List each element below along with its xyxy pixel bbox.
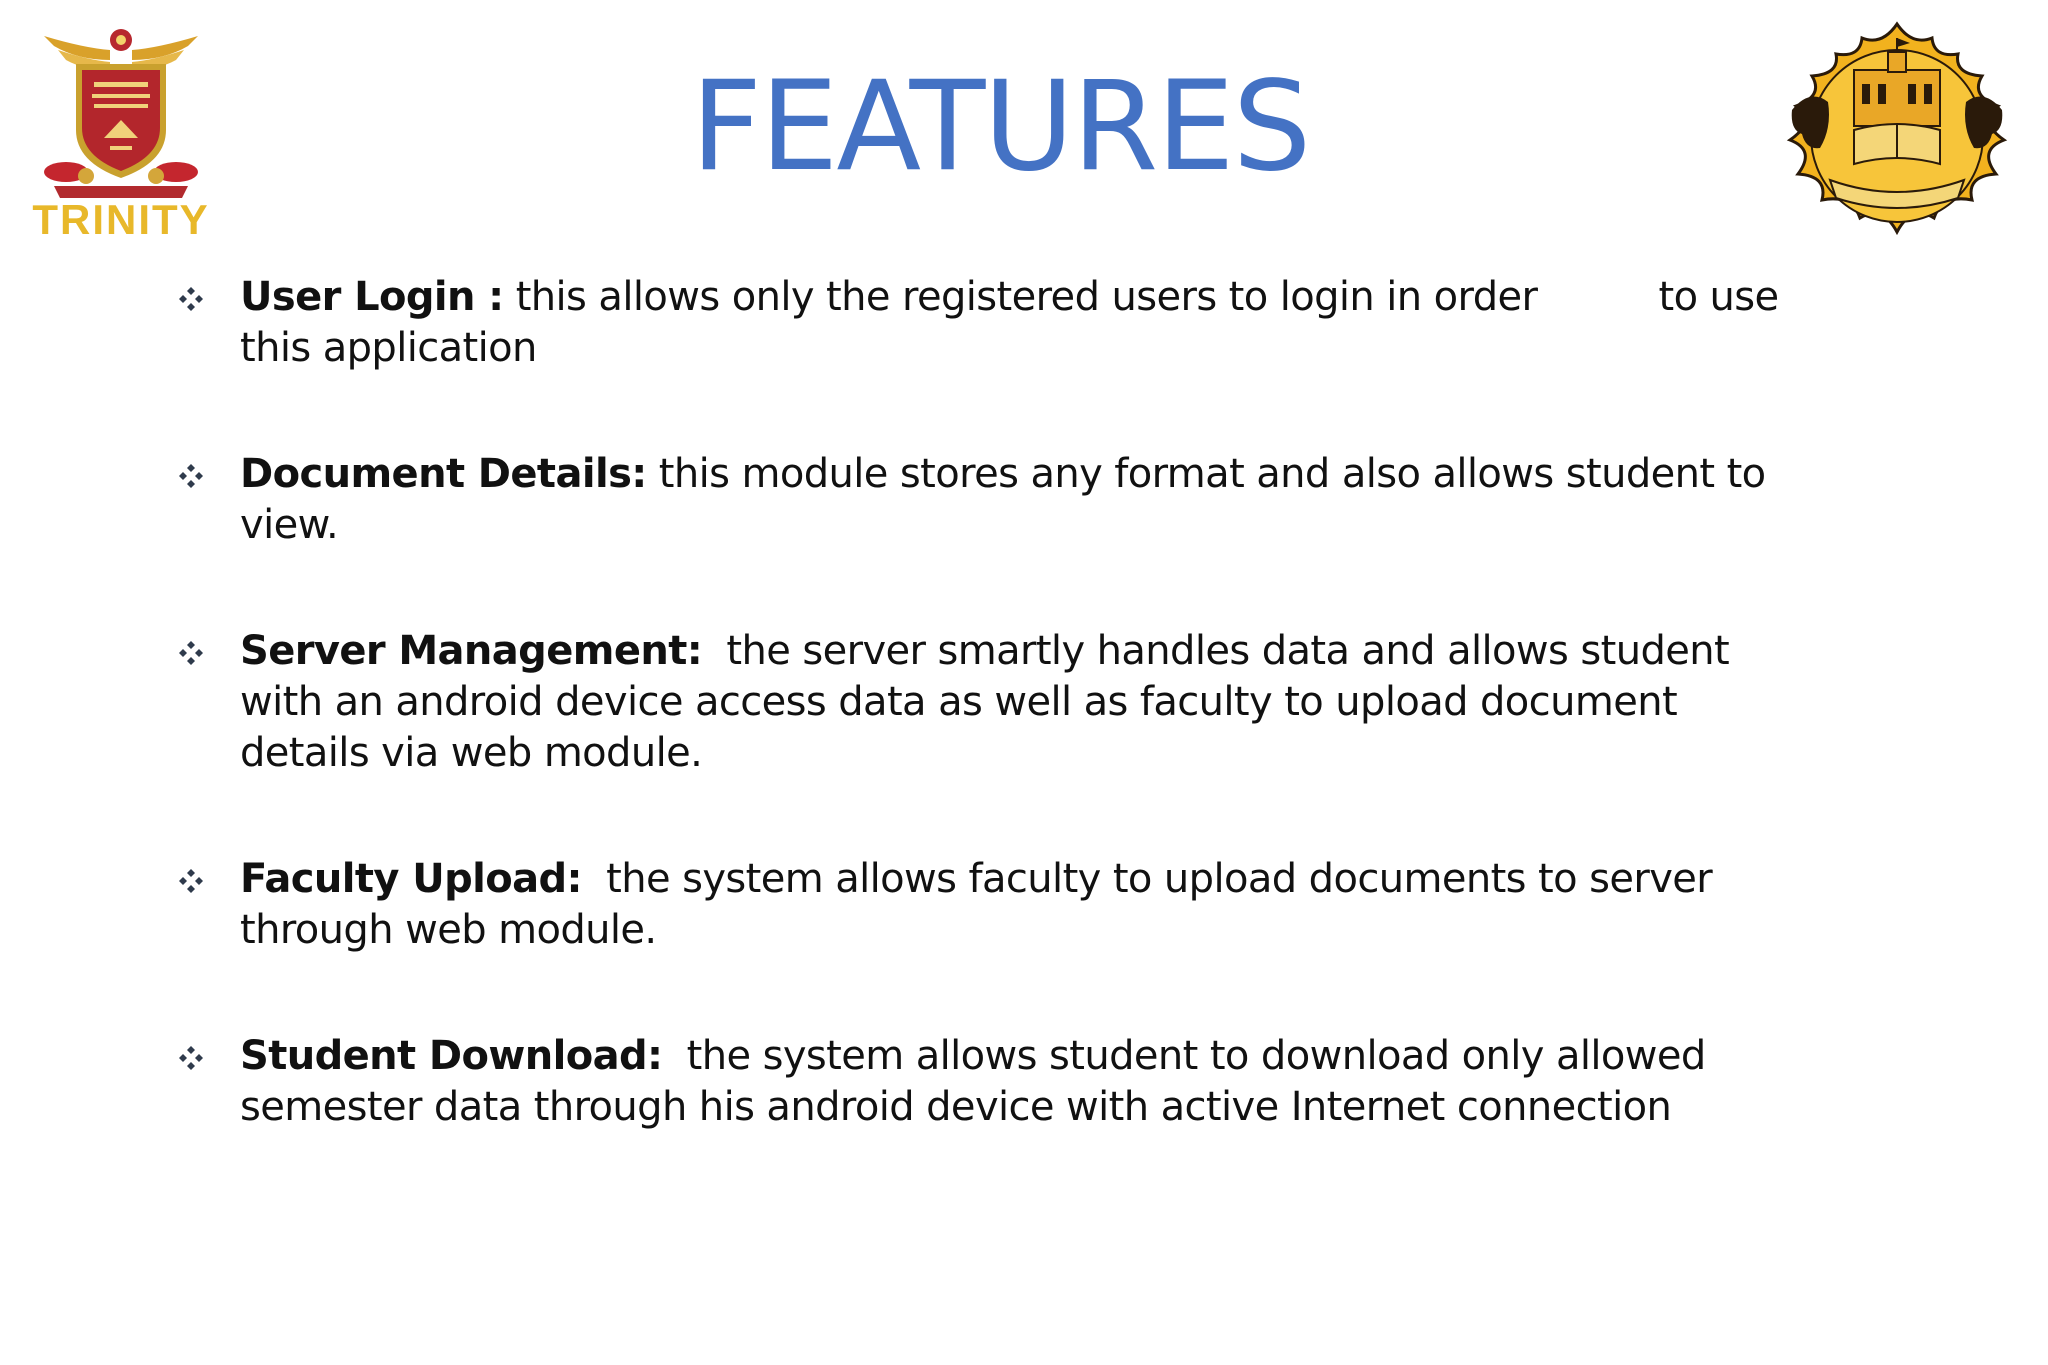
- feature-name: Faculty Upload:: [240, 856, 582, 902]
- page-title: FEATURES: [690, 55, 1310, 199]
- feature-user-login: [170, 272, 1790, 374]
- feature-name: Server Management:: [240, 628, 703, 674]
- university-seal-logo: [1762, 18, 2032, 240]
- diamond-bullet-icon: [178, 868, 204, 894]
- feature-name: Student Download:: [240, 1033, 663, 1079]
- diamond-bullet-icon: [178, 463, 204, 489]
- feature-description: the server smartly handles data and allows student with an android device access data as well as faculty to upload document details via web module.: [240, 628, 1742, 776]
- feature-list: [170, 272, 1790, 1133]
- diamond-bullet-icon: [178, 640, 204, 666]
- feature-name: Document Details:: [240, 451, 647, 497]
- diamond-bullet-icon: [178, 286, 204, 312]
- feature-document-details: [170, 449, 1790, 551]
- feature-description: this allows only the registered users to login in order to use this application: [240, 274, 1791, 371]
- feature-name: User Login :: [240, 274, 504, 320]
- diamond-bullet-icon: [178, 1045, 204, 1071]
- feature-description: the system allows faculty to upload documents to server through web module.: [240, 856, 1725, 953]
- trinity-logo-text: TRINITY: [32, 196, 210, 240]
- feature-faculty-upload: [170, 854, 1790, 956]
- feature-server-management: [170, 626, 1790, 779]
- feature-student-download: [170, 1031, 1790, 1133]
- feature-description: this module stores any format and also allows student to view.: [240, 451, 1778, 548]
- university-seal-icon: [1762, 18, 2032, 240]
- feature-description: the system allows student to download only allowed semester data through his android device with active Internet connection: [240, 1033, 1718, 1130]
